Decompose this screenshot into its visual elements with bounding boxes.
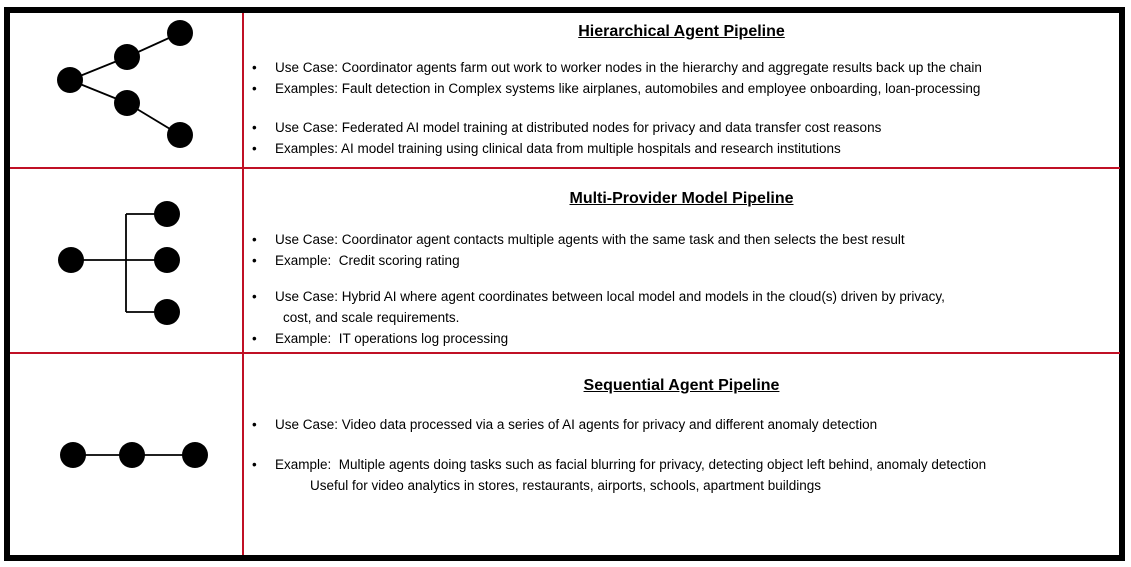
- bullet-text: Examples: AI model training using clinical data from multiple hospitals and research institutions: [275, 141, 841, 156]
- section-title: Multi-Provider Model Pipeline: [569, 190, 794, 207]
- top-node: [167, 20, 193, 46]
- bullet-group: [243, 117, 1120, 159]
- bullet-text: Use Case: Hybrid AI where agent coordinates between local model and models in the cloud(s) driven by privacy,: [275, 289, 945, 304]
- bullet-text: Example: Multiple agents doing tasks such as facial blurring for privacy, detecting object left behind, anomaly detection: [275, 457, 987, 472]
- bullet-item: [243, 229, 1120, 250]
- section-hierarchical: [243, 13, 1120, 168]
- worker-bottom-node: [154, 299, 180, 325]
- bullet-marker: •: [252, 81, 257, 96]
- bullet-group: [243, 414, 1120, 435]
- bullet-marker: •: [252, 253, 257, 268]
- bullet-marker: •: [252, 417, 257, 432]
- bullet-marker: •: [252, 457, 257, 472]
- bullet-item: [243, 250, 1120, 271]
- bullet-continuation: cost, and scale requirements.: [283, 310, 460, 325]
- chain-node-2: [119, 442, 145, 468]
- bullet-marker: •: [252, 289, 257, 304]
- bullet-marker: •: [252, 141, 257, 156]
- section-title: Sequential Agent Pipeline: [583, 377, 780, 394]
- bullet-item: [243, 57, 1120, 78]
- sequential-chain-diagram: [10, 354, 242, 556]
- bullet-item: [243, 117, 1120, 138]
- bullet-marker: •: [252, 331, 257, 346]
- bullet-marker: •: [252, 120, 257, 135]
- chain-node-3: [182, 442, 208, 468]
- bottom-node: [167, 122, 193, 148]
- bullet-group: [243, 229, 1120, 271]
- upper-mid-node: [114, 44, 140, 70]
- bullet-marker: •: [252, 60, 257, 75]
- section-multi-provider: [243, 169, 1120, 353]
- bullet-text: Example: IT operations log processing: [275, 331, 509, 346]
- worker-middle-node: [154, 247, 180, 273]
- bullet-text: Use Case: Coordinator agent contacts multiple agents with the same task and then selects the best result: [275, 232, 905, 247]
- bullet-item: [243, 138, 1120, 159]
- bullet-text: Examples: Fault detection in Complex systems like airplanes, automobiles and employee onboarding, loan-processing: [275, 81, 981, 96]
- bullet-marker: •: [252, 232, 257, 247]
- coordinator-node: [58, 247, 84, 273]
- chain-node-1: [60, 442, 86, 468]
- bullet-item: [243, 78, 1120, 99]
- worker-top-node: [154, 201, 180, 227]
- bullet-group: [243, 57, 1120, 99]
- bullet-text: Use Case: Federated AI model training at distributed nodes for privacy and data transfer cost reasons: [275, 120, 882, 135]
- bullet-text: Example: Credit scoring rating: [275, 253, 460, 268]
- section-title: Hierarchical Agent Pipeline: [578, 23, 785, 40]
- bullet-text: Use Case: Coordinator agents farm out work to worker nodes in the hierarchy and aggregate results back up the chain: [275, 60, 982, 75]
- root-node: [57, 67, 83, 93]
- fan-out-coordinator-diagram: [10, 169, 242, 354]
- bullet-item: [243, 414, 1120, 435]
- bullet-item: [243, 328, 1120, 349]
- bullet-continuation: Useful for video analytics in stores, restaurants, airports, schools, apartment buildings: [310, 478, 821, 493]
- bullet-group: [243, 286, 1120, 349]
- section-sequential: [243, 354, 1120, 555]
- lower-mid-node: [114, 90, 140, 116]
- bullet-item: [243, 286, 1120, 307]
- bullet-group: [243, 454, 1120, 496]
- hierarchical-tree-diagram: [10, 13, 242, 168]
- bullet-text: Use Case: Video data processed via a series of AI agents for privacy and different anomaly detection: [275, 417, 878, 432]
- bullet-item: [243, 454, 1120, 475]
